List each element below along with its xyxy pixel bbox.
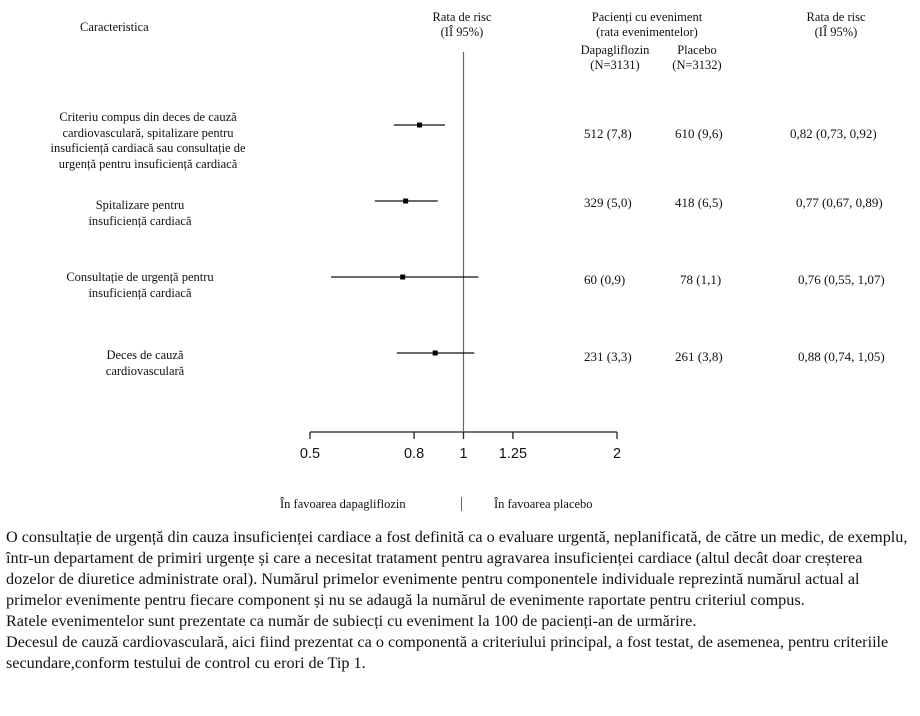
row-label-line: cardiovasculară, spitalizare pentru — [62, 125, 234, 140]
x-tick-label: 2 — [612, 446, 622, 462]
point-estimate-marker — [400, 275, 405, 280]
header-hr-col-line1: Rata de risc — [806, 10, 866, 24]
favor-placebo-label: În favoarea placebo — [494, 497, 593, 511]
row-label-line: insuficiență cardiacă — [88, 213, 192, 228]
row-hospitalization-hr: 0,77 (0,67, 0,89) — [796, 195, 883, 210]
row-label-line: Spitalizare pentru — [95, 198, 185, 212]
row-label-line: Consultație de urgență pentru — [66, 270, 214, 284]
footnote-paragraph-2: Ratele evenimentelor sunt prezentate ca număr de subiecți cu eveniment la 100 de pacienți-an de urmărire. — [6, 612, 697, 630]
x-tick-label: 1 — [459, 446, 468, 462]
favor-divider — [461, 497, 462, 511]
row-label-line: Criteriu compus din deces de cauză — [59, 110, 237, 124]
row-urgent-visit-placebo: 78 (1,1) — [680, 272, 722, 287]
row-urgent-visit-hr: 0,76 (0,55, 1,07) — [798, 272, 885, 287]
header-dapa-line2: (N=3131) — [590, 58, 640, 72]
x-tick-label: 1.25 — [498, 446, 528, 462]
x-tick-label: 0.8 — [403, 446, 425, 462]
header-events-line1: Pacienți cu eveniment — [591, 10, 703, 24]
row-cv-death-dapa: 231 (3,3) — [584, 349, 632, 364]
point-estimate-marker — [417, 123, 422, 128]
row-composite-hr: 0,82 (0,73, 0,92) — [790, 126, 877, 141]
point-estimate-marker — [433, 351, 438, 356]
header-hr-col-line2: (IÎ 95%) — [814, 25, 858, 39]
row-cv-death-placebo: 261 (3,8) — [675, 349, 723, 364]
footnote-paragraph-3: Decesul de cauză cardiovasculară, aici fiind prezentat ca o componentă a criteriului principal, a fost testat, de asemenea, pentru criteriile secundare,conform testului de control cu erori de Tip 1. — [6, 633, 889, 672]
row-label-line: Deces de cauză — [106, 348, 184, 362]
row-hospitalization-dapa: 329 (5,0) — [584, 195, 632, 210]
row-label-line: urgență pentru insuficiență cardiacă — [58, 156, 238, 171]
x-tick-label: 0.5 — [299, 446, 321, 462]
header-characteristic: Caracteristica — [80, 20, 149, 34]
favor-dapagliflozin-label: În favoarea dapagliflozin — [280, 497, 406, 511]
header-hr-plot-line2: (IÎ 95%) — [440, 25, 484, 39]
row-urgent-visit-dapa: 60 (0,9) — [584, 272, 626, 287]
row-composite-placebo: 610 (9,6) — [675, 126, 723, 141]
header-events-line2: (rata evenimentelor) — [596, 25, 698, 39]
footnote — [6, 527, 914, 674]
footnote-paragraph-1: O consultație de urgență din cauza insuficienței cardiace a fost definită ca o evaluare urgentă, neplanificată, de către un medic, de exemplu, într-un departament de primiri urgențe și care a necesitat tratament pentru agravarea insuficienței cardiace (altul decât doar creșterea dozelor de diuretice administrate oral). Numărul primelor evenimente pentru componentele individuale reprezintă numărul actual al primelor evenimente pentru fiecare component și nu se adaugă la numărul de evenimente raportate pentru criteriul compus. — [6, 528, 908, 609]
header-placebo-line1: Placebo — [677, 43, 717, 57]
header-hr-plot-line1: Rata de risc — [432, 10, 492, 24]
row-label-line: insuficiență cardiacă — [88, 285, 192, 300]
header-dapa-line1: Dapagliflozin — [580, 43, 650, 57]
point-estimate-marker — [403, 199, 408, 204]
row-label-line: cardiovasculară — [105, 363, 185, 378]
header-placebo-line2: (N=3132) — [672, 58, 722, 72]
row-cv-death-hr: 0,88 (0,74, 1,05) — [798, 349, 885, 364]
row-hospitalization-placebo: 418 (6,5) — [675, 195, 723, 210]
row-composite-dapa: 512 (7,8) — [584, 126, 632, 141]
row-label-line: insuficiență cardiacă sau consultație de — [50, 141, 246, 155]
